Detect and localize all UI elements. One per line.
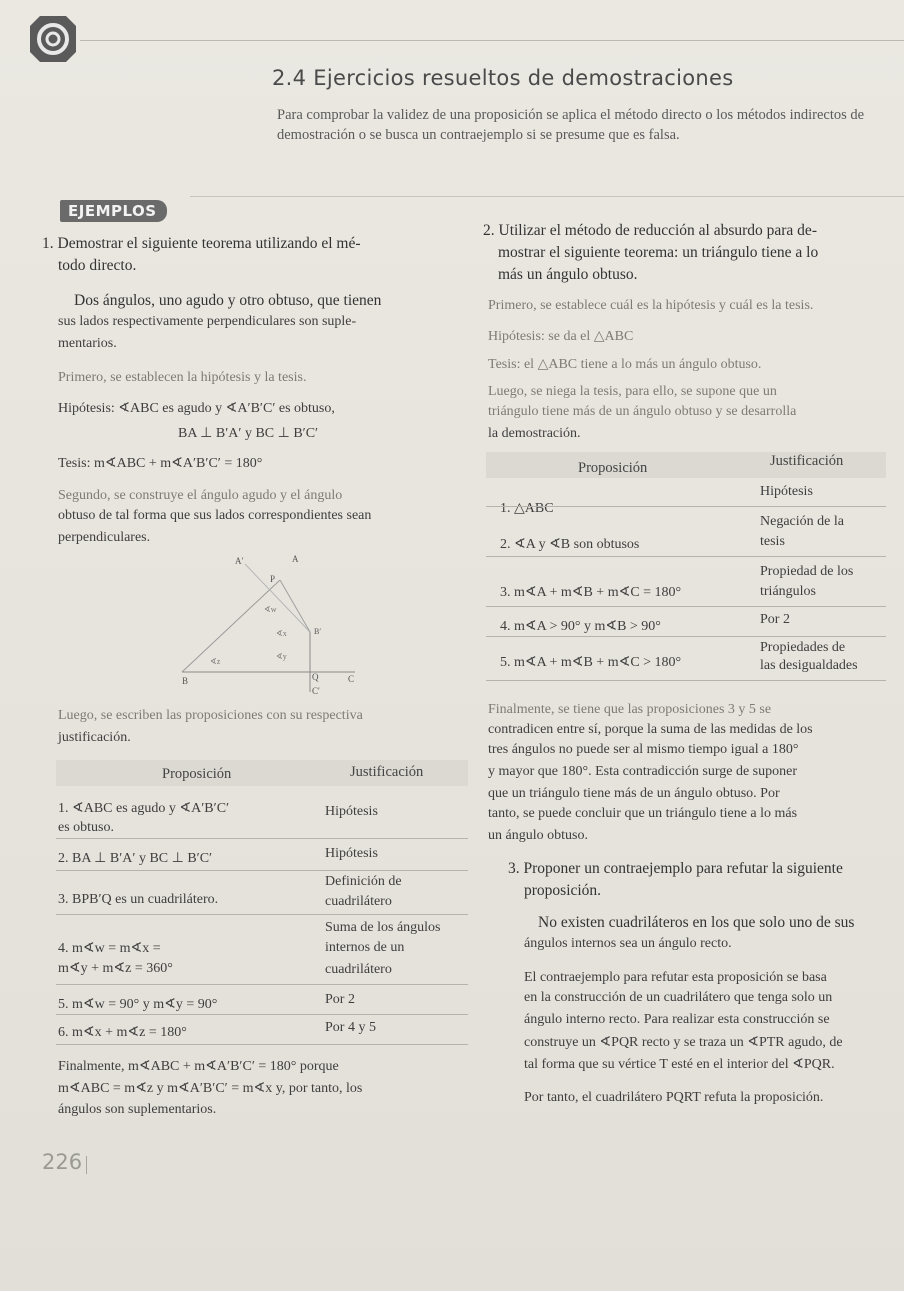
right-conclusion: tres ángulos no puede ser al mismo tiempo igual a 180° (488, 742, 799, 757)
right-conclusion: Finalmente, se tiene que las proposiciones 3 y 5 se (488, 702, 772, 717)
examples-rule (190, 196, 904, 197)
theorem-text: Dos ángulos, uno agudo y otro obtuso, que tienen (74, 292, 382, 309)
left-table-divider (56, 870, 468, 871)
thesis-text: Tesis: m∢ABC + m∢A′B′C′ = 180° (58, 456, 263, 471)
perpendicular-angles-diagram (170, 552, 370, 700)
right-first-step: Primero, se establece cuál es la hipótesis y cuál es la tesis. (488, 298, 814, 313)
right-conclusion: que un triángulo tiene más de un ángulo obtuso. Por (488, 786, 780, 801)
spiral-logo-icon (28, 14, 78, 64)
example-1-heading: 1. Demostrar el siguiente teorema utilizando el mé- (42, 235, 361, 252)
left-table-cell: Hipótesis (325, 846, 378, 861)
left-table-header-proposition: Proposición (162, 766, 232, 782)
left-table-cell: 2. BA ⊥ B′A′ y BC ⊥ B′C′ (58, 851, 213, 866)
right-table-cell: triángulos (760, 584, 816, 599)
left-table-cell: internos de un (325, 940, 405, 955)
section-title: 2.4 Ejercicios resueltos de demostraciones (272, 66, 734, 90)
then-step-text: justificación. (58, 730, 131, 745)
diagram-label-a: A (292, 554, 299, 564)
right-table-header-proposition: Proposición (578, 460, 648, 476)
right-conclusion: tanto, se puede concluir que un triángulo tiene a lo más (488, 806, 798, 821)
page-number-divider (86, 1156, 87, 1174)
left-table-cell: es obtuso. (58, 820, 114, 835)
proposition-text: ángulos internos sea un ángulo recto. (524, 936, 732, 951)
right-table-cell: Propiedad de los (760, 564, 854, 579)
left-table-cell: Suma de los ángulos (325, 920, 441, 935)
example-1-heading: todo directo. (58, 257, 137, 274)
example-3-heading: proposición. (524, 882, 602, 899)
right-table-cell: Hipótesis (760, 484, 813, 499)
hypothesis-text: Hipótesis: ∢ABC es agudo y ∢A′B′C′ es obtuso, (58, 401, 335, 416)
right-then-step: Luego, se niega la tesis, para ello, se supone que un (488, 384, 777, 399)
example-2-heading: más un ángulo obtuso. (498, 266, 638, 283)
left-table-cell: m∢y + m∢z = 360° (58, 961, 173, 976)
left-table-cell: 5. m∢w = 90° y m∢y = 90° (58, 997, 218, 1012)
left-table-divider (56, 838, 468, 839)
counterexample-text: ángulo interno recto. Para realizar esta construcción se (524, 1012, 830, 1027)
left-table-divider (56, 984, 468, 985)
right-table-cell: 2. ∢A y ∢B son obtusos (500, 537, 640, 552)
diagram-label-b-prime: B′ (314, 627, 322, 636)
right-then-step: triángulo tiene más de un ángulo obtuso y se desarrolla (488, 404, 797, 419)
diagram-label-b: B (182, 676, 189, 686)
right-conclusion: contradicen entre sí, porque la suma de las medidas de los (488, 722, 813, 737)
right-table-cell: Por 2 (760, 612, 790, 627)
diagram-label-p: P (270, 574, 276, 584)
page-number: 226 (42, 1150, 83, 1174)
left-table-divider (56, 1014, 468, 1015)
counterexample-text: construye un ∢PQR recto y se traza un ∢PTR agudo, de (524, 1035, 843, 1050)
theorem-text: sus lados respectivamente perpendiculares son suple- (58, 314, 357, 329)
left-table-cell: 4. m∢w = m∢x = (58, 941, 161, 956)
left-table-cell: Por 2 (325, 992, 355, 1007)
section-intro: Para comprobar la validez de una proposición se aplica el método directo o los métodos indirectos de demostración o se busca un contraejemplo si se presume que es falsa. (277, 107, 865, 143)
left-table-cell: cuadrilátero (325, 894, 392, 909)
right-table-cell: Negación de la (760, 514, 844, 529)
example-2-heading: mostrar el siguiente teorema: un triángulo tiene a lo (498, 244, 819, 261)
left-table-cell: Definición de (325, 874, 402, 889)
left-conclusion: m∢ABC = m∢z y m∢A′B′C′ = m∢x y, por tanto, los (58, 1081, 363, 1096)
left-table-cell: Hipótesis (325, 804, 378, 819)
second-step-text: perpendiculares. (58, 530, 151, 545)
diagram-label-z: ∢z (210, 657, 221, 666)
then-step-text: Luego, se escriben las proposiciones con su respectiva (58, 708, 363, 723)
hypothesis-perpendicular: BA ⊥ B′A′ y BC ⊥ B′C′ (178, 426, 319, 441)
counterexample-text: El contraejemplo para refutar esta proposición se basa (524, 970, 827, 985)
diagram-label-x: ∢x (276, 629, 287, 638)
diagram-label-c-prime: C′ (312, 686, 320, 696)
left-table-divider (56, 1044, 468, 1045)
first-step-text: Primero, se establecen la hipótesis y la tesis. (58, 370, 307, 385)
right-table-divider (486, 506, 886, 507)
right-table-cell: 5. m∢A + m∢B + m∢C > 180° (500, 655, 682, 670)
right-thesis: Tesis: el △ABC tiene a lo más un ángulo obtuso. (488, 357, 762, 372)
diagram-label-a-prime: A′ (235, 556, 244, 566)
left-table-cell: 6. m∢x + m∢z = 180° (58, 1025, 187, 1040)
diagram-label-q: Q (312, 672, 319, 682)
counterexample-text: tal forma que su vértice T esté en el interior del ∢PQR. (524, 1057, 835, 1072)
left-conclusion: Finalmente, m∢ABC + m∢A′B′C′ = 180° porque (58, 1059, 339, 1074)
left-table-cell: 1. ∢ABC es agudo y ∢A′B′C′ (58, 801, 230, 816)
right-table-header-justification: Justificación (770, 453, 844, 469)
left-table-cell: cuadrilátero (325, 962, 392, 977)
second-step-text: Segundo, se construye el ángulo agudo y el ángulo (58, 488, 343, 503)
header-rule (80, 40, 904, 41)
right-hypothesis: Hipótesis: se da el △ABC (488, 329, 634, 344)
right-then-step: la demostración. (488, 426, 581, 441)
left-table-cell: Por 4 y 5 (325, 1020, 376, 1035)
diagram-label-y: ∢y (276, 652, 287, 661)
proposition-text: No existen cuadriláteros en los que solo uno de sus (538, 914, 855, 931)
right-table-divider (486, 556, 886, 557)
second-step-text: obtuso de tal forma que sus lados correspondientes sean (58, 508, 372, 523)
left-conclusion: ángulos son suplementarios. (58, 1102, 217, 1117)
right-table-cell: 1. △ABC (500, 501, 554, 516)
right-conclusion: un ángulo obtuso. (488, 828, 588, 843)
right-table-divider (486, 636, 886, 637)
example-2-heading: 2. Utilizar el método de reducción al absurdo para de- (483, 222, 817, 239)
right-conclusion: y mayor que 180°. Esta contradicción surge de suponer (488, 764, 797, 779)
left-table-divider (56, 914, 468, 915)
diagram-label-w: ∢w (264, 605, 277, 614)
example-3-heading: 3. Proponer un contraejemplo para refutar la siguiente (508, 860, 843, 877)
right-table-divider (486, 606, 886, 607)
right-table-cell: las desigualdades (760, 658, 858, 673)
right-table-cell: tesis (760, 534, 785, 549)
diagram-label-c: C (348, 674, 355, 684)
examples-tag: EJEMPLOS (60, 200, 167, 222)
right-table-cell: 4. m∢A > 90° y m∢B > 90° (500, 619, 661, 634)
left-table-cell: 3. BPB′Q es un cuadrilátero. (58, 892, 219, 907)
theorem-text: mentarios. (58, 336, 117, 351)
left-table-header-justification: Justificación (350, 764, 424, 780)
right-table-cell: Propiedades de (760, 640, 846, 655)
counterexample-conclusion: Por tanto, el cuadrilátero PQRT refuta la proposición. (524, 1090, 824, 1105)
counterexample-text: en la construcción de un cuadrilátero que tenga solo un (524, 990, 833, 1005)
right-table-cell: 3. m∢A + m∢B + m∢C = 180° (500, 585, 682, 600)
right-table-divider (486, 680, 886, 681)
